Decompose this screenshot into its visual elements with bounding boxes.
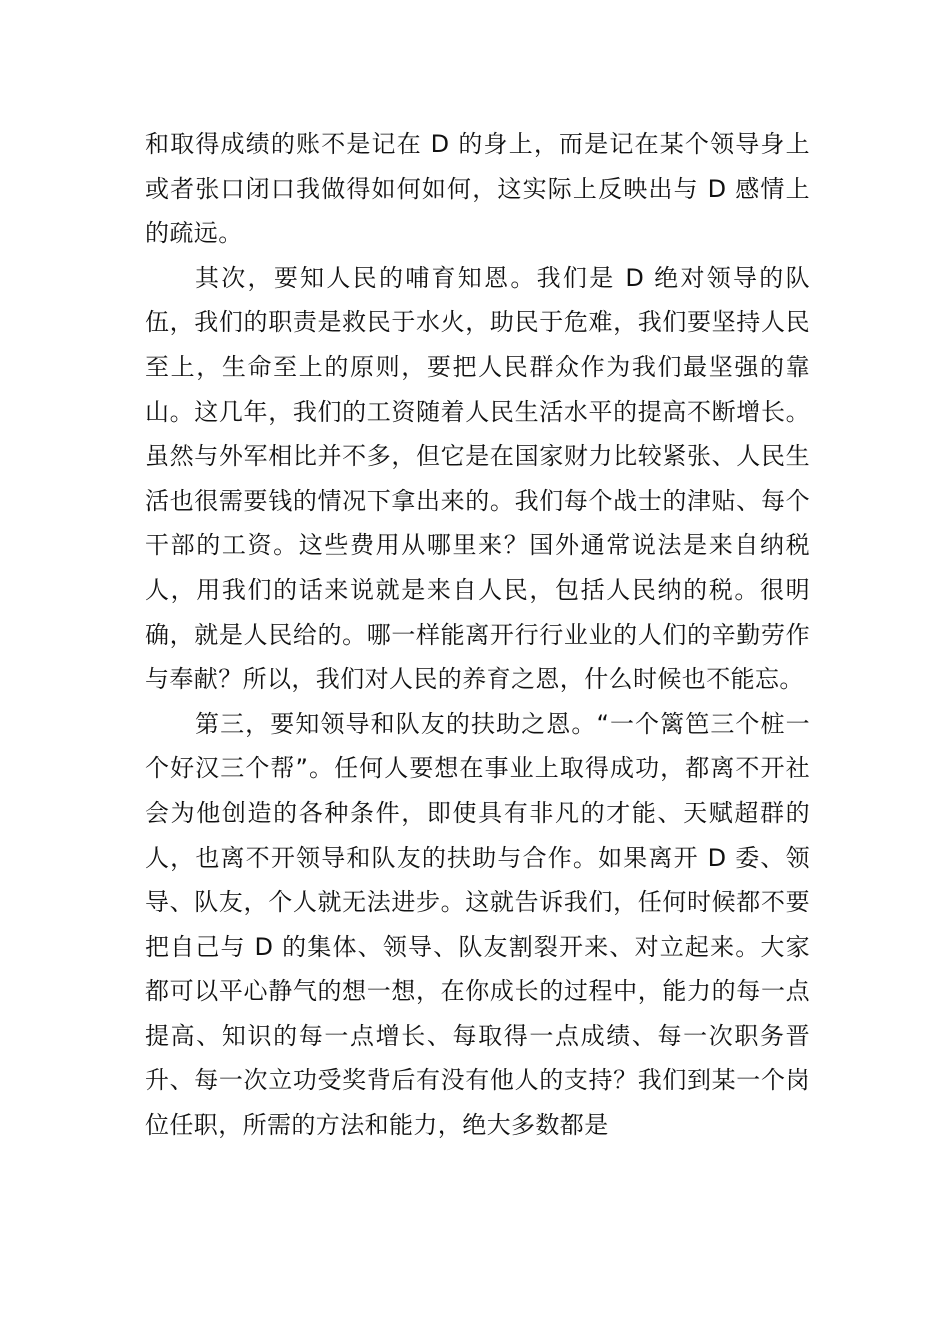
paragraph-1: 和取得成绩的账不是记在 D 的身上，而是记在某个领导身上或者张口闭口我做得如何如何，这实际上反映出与 D 感情上的疏远。 (145, 130, 810, 248)
document-body (145, 122, 810, 1148)
paragraph-3: 第三，要知领导和队友的扶助之恩。“一个篱笆三个桩一个好汉三个帮”。任何人要想在事业上取得成功，都离不开社会为他创造的各种条件，即使具有非凡的才能、天赋超群的人，也离不开领导和队友的扶助与合作。如果离开 D 委、领导、队友，个人就无法进步。这就告诉我们，任何时候都不要把自己与 D 的集体、领导、队友割裂开来、对立起来。大家都可以平心静气的想一想，在你成长的过程中，能力的每一点提高、知识的每一点增长、每取得一点成绩、每一次职务晋升、每一次立功受奖背后有没有他人的支持？我们到某一个岗位任职，所需的方法和能力，绝大多数都是 (145, 709, 810, 1140)
paragraph-2: 其次，要知人民的哺育知恩。我们是 D 绝对领导的队伍，我们的职责是救民于水火，助民于危难，我们要坚持人民至上，生命至上的原则，要把人民群众作为我们最坚强的靠山。这几年，我们的工资随着人民生活水平的提高不断增长。虽然与外军相比并不多，但它是在国家财力比较紧张、人民生活也很需要钱的情况下拿出来的。我们每个战士的津贴、每个干部的工资。这些费用从哪里来？国外通常说法是来自纳税人，用我们的话来说就是来自人民，包括人民纳的税。很明确，就是人民给的。哪一样能离开行行业业的人们的辛勤劳作与奉献？所以，我们对人民的养育之恩，什么时候也不能忘。 (145, 263, 810, 694)
